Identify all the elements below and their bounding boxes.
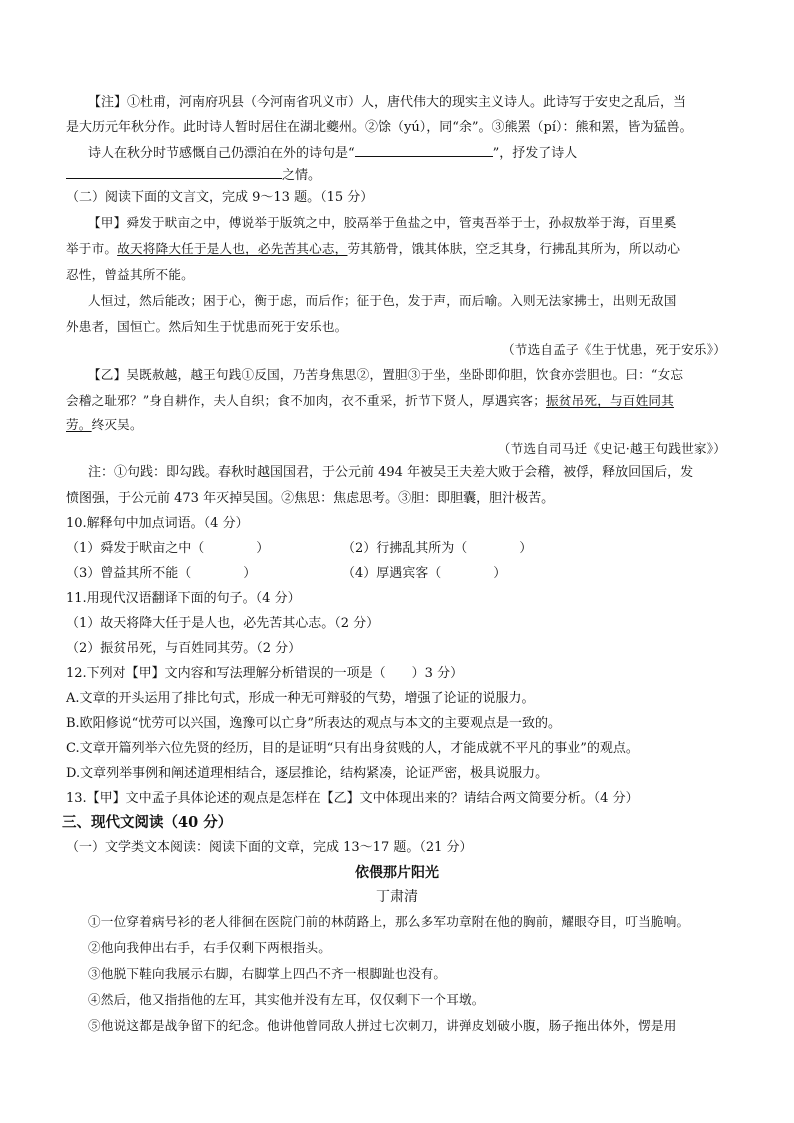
fill-question-text-1: 诗人在秋分时节感慨自己仍漂泊在外的诗句是“	[88, 146, 355, 161]
q10-item-2: （2）行拂乱其所为（ ）	[342, 541, 533, 556]
yi-line-1: 【乙】吴既赦越，越王句践①反国，乃苦身焦思②，置胆③于坐，坐卧即仰胆，饮食亦尝胆也。曰：“女忘	[88, 367, 684, 382]
jia-line-1: 【甲】舜发于畎亩之中，傅说举于版筑之中，胶鬲举于鱼盐之中，管夷吾举于士，孙叔敖举于海，百里奚	[88, 215, 677, 230]
q12-option-b: B.欧阳修说“忧劳可以兴国，逸豫可以亡身”所表达的观点与本文的主要观点是一致的。	[66, 716, 561, 731]
section2-heading: （二）阅读下面的文言文，完成 9～13 题。（15 分）	[66, 190, 374, 205]
yi-source: （节选自司马迁《史记·越王句践世家》）	[497, 441, 726, 456]
answer-blank-2[interactable]	[66, 165, 282, 179]
article-paragraph-3: ③他脱下鞋向我展示右脚，右脚掌上四凸不齐一根脚趾也没有。	[88, 966, 447, 981]
jia-line-5: 外患者，国恒亡。然后知生于忧患而死于安乐也。	[66, 319, 348, 334]
yi-underlined-sentence: 振贫吊死，与百姓同其	[546, 393, 674, 408]
answer-blank-1[interactable]	[355, 143, 493, 157]
article-paragraph-1: ①一位穿着病号衫的老人徘徊在医院门前的林荫路上，那么多军功章附在他的胸前，耀眼夺目，叮当脆响。	[88, 914, 690, 929]
jia-text: 举于市。	[66, 241, 118, 256]
q12-option-a: A.文章的开头运用了排比句式，形成一种无可辩驳的气势，增强了论证的说服力。	[66, 691, 535, 706]
fill-question-line-2	[66, 165, 321, 185]
q13-stem: 13.【甲】文中孟子具体论述的观点是怎样在【乙】文中体现出来的？请结合两文简要分析。（4 分）	[66, 791, 639, 806]
yi-text: 会稽之耻邪？”身自耕作，夫人自织；食不加肉，衣不重采，折节下贤人，厚遇宾客；	[66, 393, 547, 408]
section3-subheading: （一）文学类文本阅读：阅读下面的文章，完成 13～17 题。（21 分）	[66, 840, 473, 855]
q12-option-d: D.文章列举事例和阐述道理相结合，逐层推论，结构紧凑，论证严密，极具说服力。	[66, 766, 549, 781]
article-author: 丁肃清	[376, 889, 418, 905]
yi-note-line-1: 注：①句践：即勾践。春秋时越国国君，于公元前 494 年被吴王夫差大败于会稽，被俘，释放回国后，发	[88, 465, 694, 480]
yi-line-2	[66, 392, 674, 410]
article-paragraph-5: ⑤他说这都是战争留下的纪念。他讲他曾同敌人拼过七次刺刀，讲弹皮划破小腹，肠子拖出体外，愣是用	[88, 1018, 677, 1033]
jia-line-4: 人恒过，然后能改；困于心，衡于虑，而后作；征于色，发于声，而后喻。入则无法家拂士，出则无敌国	[88, 293, 677, 308]
q10-item-1: （1）舜发于畎亩之中（ ）	[66, 541, 270, 556]
q12-option-c: C.文章开篇列举六位先贤的经历，目的是证明“只有出身贫贱的人，才能成就不平凡的事业”的观点。	[66, 741, 639, 756]
q11-stem: 11.用现代汉语翻译下面的句子。（4 分）	[66, 591, 301, 606]
fill-question-line-1	[88, 143, 577, 163]
article-paragraph-4: ④然后，他又指指他的左耳，其实他并没有左耳，仅仅剩下一个耳墩。	[88, 992, 485, 1007]
poem-note-line-2: 是大历元年秋分作。此时诗人暂时居住在湖北夔州。②馀（yú），同“余”。③熊罴（pí）：熊和罴，皆为猛兽。	[66, 120, 693, 135]
yi-text: 终灭吴。	[91, 417, 143, 432]
q10-stem: 10.解释句中加点词语。（4 分）	[66, 516, 249, 531]
yi-note-line-2: 愤图强，于公元前 473 年灭掉吴国。②焦思：焦虑思考。③胆：即胆囊，胆汁极苦。	[66, 491, 555, 506]
yi-underlined-sentence: 劳。	[66, 417, 92, 432]
jia-underlined-sentence: 故天将降大任于是人也，必先苦其心志，	[117, 241, 348, 256]
q10-item-3: （3）曾益其所不能（ ）	[66, 566, 257, 581]
jia-text: 劳其筋骨，饿其体肤，空乏其身，行拂乱其所为，所以动心	[347, 241, 681, 256]
q10-item-4: （4）厚遇宾客（ ）	[342, 566, 507, 581]
yi-line-3	[66, 416, 143, 434]
poem-note-line-1: 【注】①杜甫，河南府巩县（今河南省巩义市）人，唐代伟大的现实主义诗人。此诗写于安史之乱后，当	[88, 95, 687, 110]
q12-stem: 12.下列对【甲】文内容和写法理解分析错误的一项是（ ）3 分）	[66, 666, 464, 681]
jia-line-3: 忍性，曾益其所不能。	[66, 267, 194, 282]
fill-question-text-2: ”，抒发了诗人	[492, 146, 578, 161]
fill-question-text-3: 之情。	[282, 168, 322, 183]
article-paragraph-2: ②他向我伸出右手，右手仅剩下两根指头。	[88, 940, 332, 955]
q11-item-1: （1）故天将降大任于是人也，必先苦其心志。（2 分）	[66, 616, 380, 631]
jia-line-2	[66, 240, 680, 258]
article-title: 依偎那片阳光	[355, 865, 439, 881]
jia-source: （节选自孟子《生于忧患，死于安乐》）	[502, 342, 726, 357]
q11-item-2: （2）振贫吊死，与百姓同其劳。（2 分）	[66, 641, 302, 656]
section3-heading: 三、现代文阅读（40 分）	[62, 814, 233, 831]
